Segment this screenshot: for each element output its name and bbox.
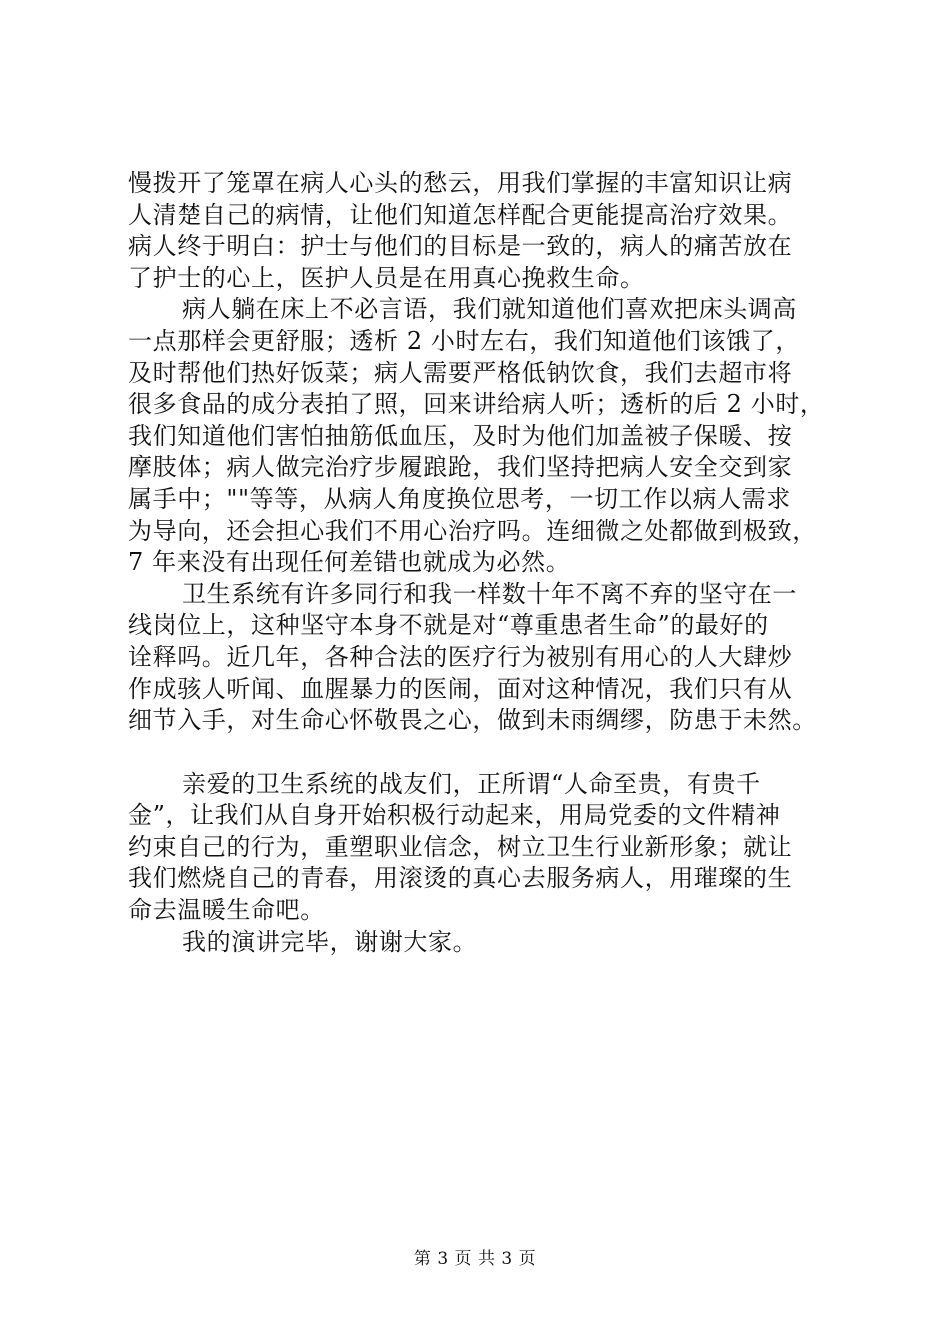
text-line: 摩肢体；病人做完治疗步履踉跄，我们坚持把病人安全交到家 xyxy=(128,453,793,482)
text-line: 慢拨开了笼罩在病人心头的愁云，用我们掌握的丰富知识让病 xyxy=(128,169,793,197)
text-line: 约束自己的行为，重塑职业信念，树立卫生行业新形象；就让 xyxy=(128,832,793,861)
paragraph-spacer xyxy=(128,737,848,769)
text-line: 我们知道他们害怕抽筋低血压，及时为他们加盖被子保暖、按 xyxy=(128,421,793,450)
text-line: 金”，让我们从自身开始积极行动起来，用局党委的文件精神 xyxy=(128,801,781,830)
text-line: 我的演讲完毕，谢谢大家。 xyxy=(182,927,478,956)
text-line: 为导向，还会担心我们不用心治疗吗。连细微之处都做到极致， xyxy=(128,516,817,545)
paragraph xyxy=(128,769,848,927)
text-line: 属手中；""等等，从病人角度换位思考，一切工作以病人需求 xyxy=(128,484,791,513)
text-line: 命去温暖生命吧。 xyxy=(128,896,325,925)
paragraph xyxy=(128,927,848,959)
text-line: 我们燃烧自己的青春，用滚烫的真心去服务病人，用璀璨的生 xyxy=(128,864,793,893)
text-line: 及时帮他们热好饭菜；病人需要严格低钠饮食，我们去超市将 xyxy=(128,358,793,387)
text-line: 亲爱的卫生系统的战友们，正所谓“人命至贵，有贵千 xyxy=(182,769,761,798)
paragraph xyxy=(128,579,848,737)
text-line: 病人躺在床上不必言语，我们就知道他们喜欢把床头调高 xyxy=(182,295,797,324)
text-line: 细节入手，对生命心怀敬畏之心，做到未雨绸缪，防患于未然。 xyxy=(128,706,817,735)
text-line: 诠释吗。近几年，各种合法的医疗行为被别有用心的人大肆炒 xyxy=(128,642,793,671)
paragraph xyxy=(128,168,848,294)
document-body xyxy=(128,168,848,958)
text-line: 作成骇人听闻、血腥暴力的医闹，面对这种情况，我们只有从 xyxy=(128,674,793,703)
text-line: 卫生系统有许多同行和我一样数十年不离不弃的坚守在一 xyxy=(182,579,797,608)
text-line: 很多食品的成分表拍了照，回来讲给病人听；透析的后 2 小时， xyxy=(128,390,825,419)
text-line: 病人终于明白：护士与他们的目标是一致的，病人的痛苦放在 xyxy=(128,232,793,261)
page-footer: 第 3 页 共 3 页 xyxy=(413,1249,537,1269)
text-line: 一点那样会更舒服；透析 2 小时左右，我们知道他们该饿了， xyxy=(128,326,800,355)
text-line: 7 年来没有出现任何差错也就成为必然。 xyxy=(128,548,571,577)
text-line: 线岗位上，这种坚守本身不就是对“尊重患者生命”的最好的 xyxy=(128,611,769,640)
text-line: 人清楚自己的病情，让他们知道怎样配合更能提高治疗效果。 xyxy=(128,200,793,229)
paragraph xyxy=(128,294,848,578)
text-line: 了护士的心上，医护人员是在用真心挽救生命。 xyxy=(128,263,645,292)
